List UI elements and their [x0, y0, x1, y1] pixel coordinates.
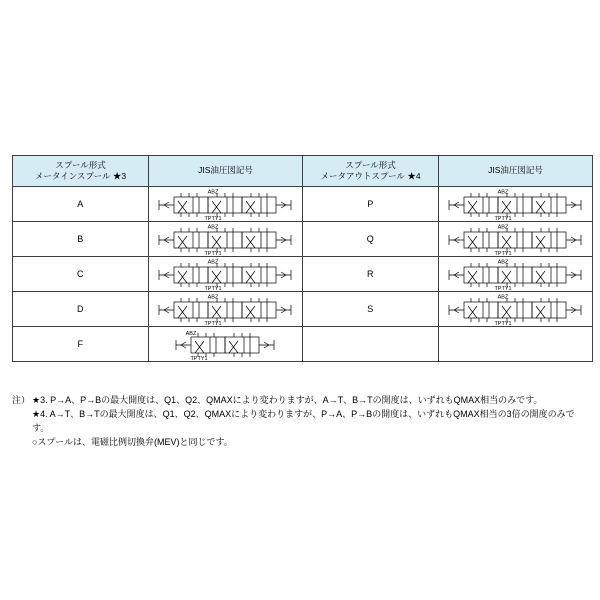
cell-jis-symbol-left — [149, 222, 303, 257]
cell-meter-out-type — [303, 292, 439, 327]
spool-letter: C — [77, 269, 84, 279]
spool-letter: R — [367, 269, 374, 279]
cell-meter-out-type — [303, 222, 439, 257]
header-meter-in-line1: スプール形式 — [55, 159, 106, 170]
cell-jis-symbol-right — [439, 257, 593, 292]
header-meter-out-line2: メータアウトスプール — [320, 171, 405, 181]
hydraulic-symbol-icon — [441, 293, 591, 325]
hydraulic-symbol-icon — [151, 293, 301, 325]
note-item-2: ★4. A→T、B→Tの最大開度は、Q1、Q2、QMAXにより変わりますが、P→A、P→Bの開度は、いずれもQMAX相当の3倍の開度のみです。 — [32, 408, 575, 433]
spool-table — [12, 155, 593, 362]
note-row-3 — [12, 436, 588, 450]
header-meter-out-type — [303, 156, 439, 187]
symbol-bottom-ports: TPTY1 — [203, 321, 222, 325]
note-item-3: ○スプールは、電磁比例切換弁(MEV)と同じです。 — [32, 436, 233, 447]
symbol-bottom-ports: TPTY1 — [203, 286, 222, 290]
table-row — [13, 257, 593, 292]
symbol-top-ports: ABZ — [207, 259, 218, 266]
hydraulic-symbol-icon — [151, 258, 301, 290]
table-row — [13, 327, 593, 362]
symbol-bottom-ports: TPTY1 — [203, 216, 222, 220]
cell-jis-symbol-right — [439, 222, 593, 257]
cell-jis-symbol-left — [149, 327, 303, 362]
cell-meter-in-type — [13, 327, 149, 362]
spool-letter: F — [77, 339, 84, 349]
spool-table-container — [12, 155, 588, 362]
spool-letter: B — [77, 234, 84, 244]
spool-letter: P — [367, 199, 374, 209]
cell-jis-symbol-left — [149, 257, 303, 292]
table-body — [13, 187, 593, 362]
header-meter-out-star: ★4 — [407, 171, 421, 181]
header-meter-in-star: ★3 — [112, 171, 127, 181]
table-row — [13, 187, 593, 222]
table-row — [13, 222, 593, 257]
hydraulic-symbol-icon — [151, 223, 301, 255]
cell-jis-symbol-right — [439, 187, 593, 222]
symbol-bottom-ports: TPTY1 — [493, 321, 512, 325]
cell-meter-in-type — [13, 292, 149, 327]
cell-meter-out-type — [303, 187, 439, 222]
cell-jis-symbol-right — [439, 292, 593, 327]
spool-letter: Q — [366, 234, 375, 244]
symbol-bottom-ports: TPTY1 — [493, 251, 512, 255]
spool-letter: D — [77, 304, 84, 314]
cell-meter-in-type — [13, 257, 149, 292]
symbol-bottom-ports: TPTY1 — [203, 251, 222, 255]
note-row-2 — [12, 408, 588, 436]
cell-meter-in-type — [13, 222, 149, 257]
header-jis-symbol-right — [439, 156, 593, 187]
spool-letter: A — [77, 199, 84, 209]
symbol-top-ports: ABZ — [207, 189, 218, 196]
cell-meter-out-type — [303, 257, 439, 292]
spool-letter: S — [367, 304, 374, 314]
table-head — [13, 156, 593, 187]
symbol-bottom-ports: TPTY1 — [493, 286, 512, 290]
symbol-top-ports: ABZ — [497, 259, 508, 266]
note-row-1 — [12, 394, 588, 408]
table-row — [13, 292, 593, 327]
header-meter-in-line2: メータインスプール — [34, 171, 111, 181]
hydraulic-symbol-icon — [441, 223, 591, 255]
cell-jis-symbol-left — [149, 292, 303, 327]
hydraulic-symbol-icon — [151, 328, 301, 360]
notes-label: 注） — [12, 395, 31, 405]
symbol-top-ports: ABZ — [497, 189, 508, 196]
symbol-top-ports: ABZ — [497, 294, 508, 301]
header-meter-out-line1: スプール形式 — [345, 159, 396, 170]
table-header-row — [13, 156, 593, 187]
symbol-top-ports: ABZ — [497, 224, 508, 231]
symbol-bottom-ports: TPTY1 — [189, 356, 208, 360]
note-item-1: ★3. P→A、P→Bの最大開度は、Q1、Q2、QMAXにより変わりますが、A→T、B→Tの開度は、いずれもQMAX相当のみです。 — [32, 395, 543, 405]
cell-meter-in-type — [13, 187, 149, 222]
header-jis-symbol-left-label: JIS油圧図記号 — [198, 165, 253, 176]
header-jis-symbol-left — [149, 156, 303, 187]
header-jis-symbol-right-label: JIS油圧図記号 — [488, 165, 543, 176]
cell-jis-symbol-right — [439, 327, 593, 362]
symbol-top-ports: ABZ — [207, 224, 218, 231]
symbol-top-ports: ABZ — [207, 294, 218, 301]
hydraulic-symbol-icon — [441, 188, 591, 220]
hydraulic-symbol-icon — [441, 258, 591, 290]
cell-jis-symbol-left — [149, 187, 303, 222]
hydraulic-symbol-icon — [151, 188, 301, 220]
cell-meter-out-type — [303, 327, 439, 362]
header-meter-in-type — [13, 156, 149, 187]
symbol-bottom-ports: TPTY1 — [493, 216, 512, 220]
notes-block — [12, 394, 588, 450]
symbol-top-ports: ABZ — [185, 331, 196, 337]
